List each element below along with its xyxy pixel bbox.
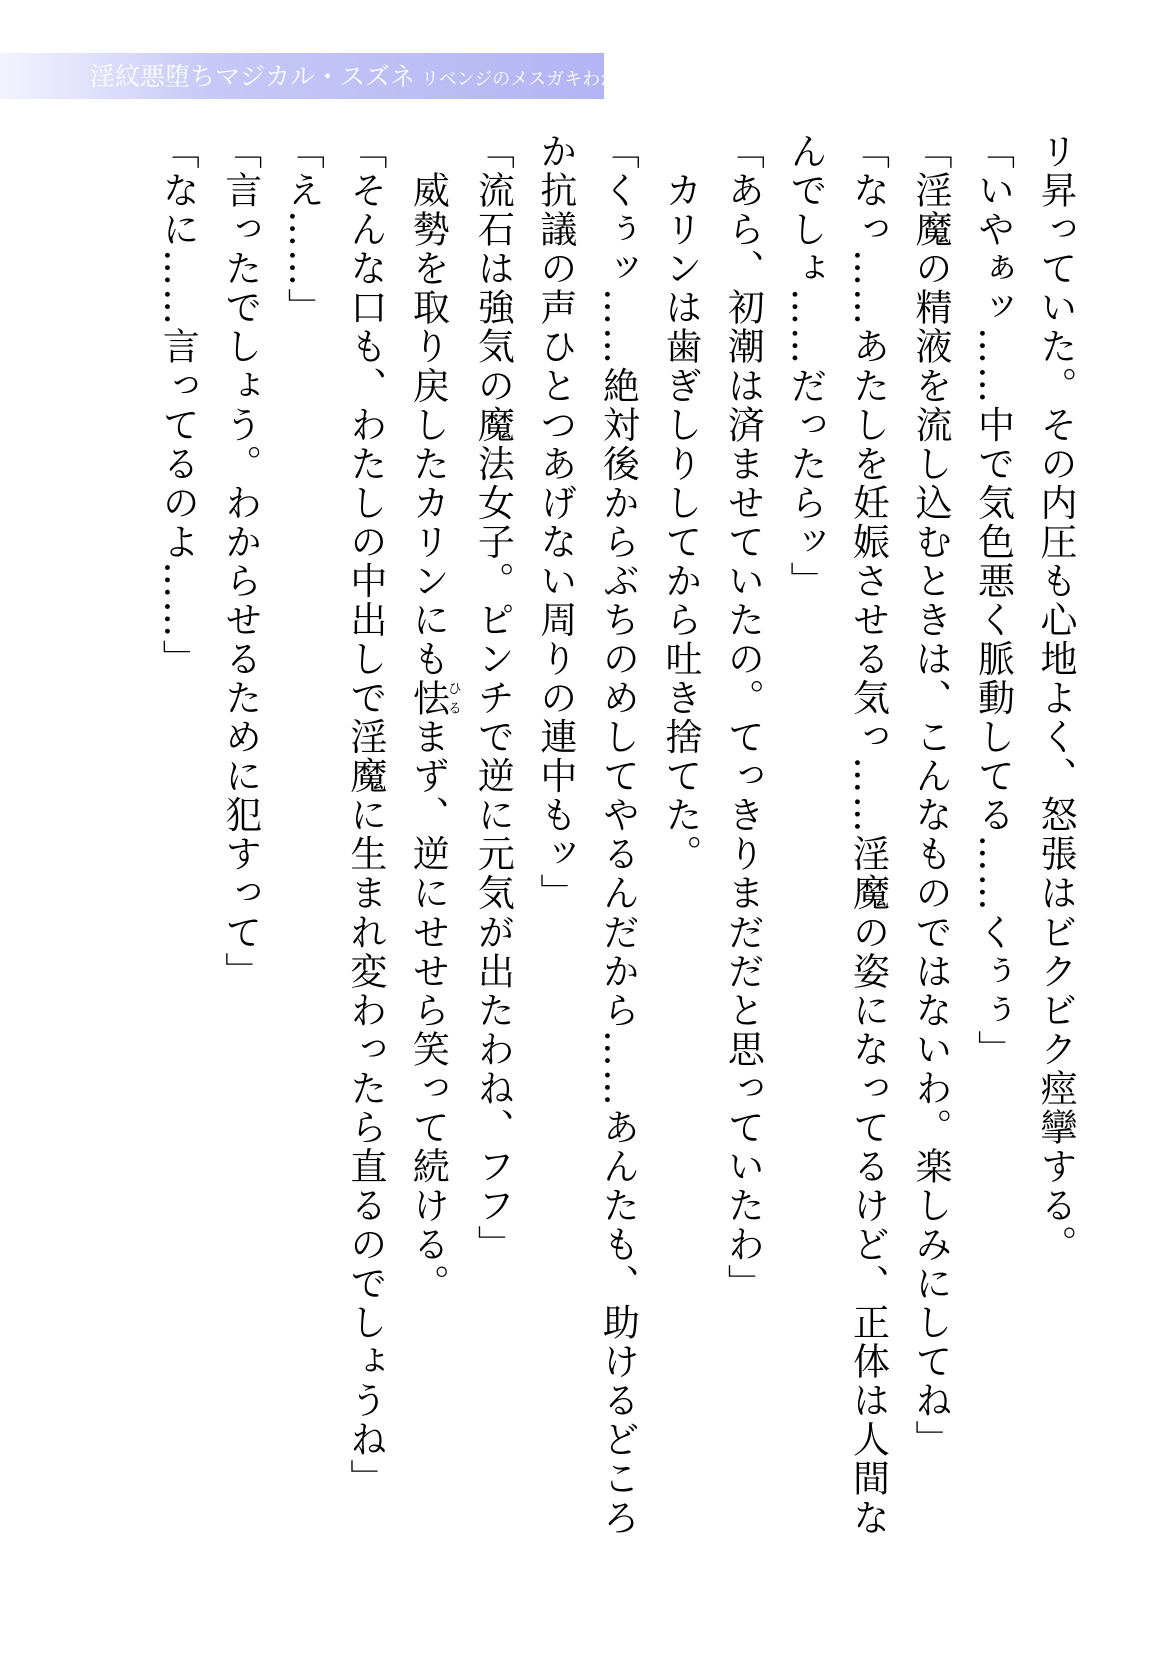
- ruby-line-after: まず、逆にせせら笑って続ける。: [406, 717, 450, 1304]
- text-line: 「くぅッ……絶対後からぶちのめしてやるんだから……あんたも、助けるどころ: [596, 132, 640, 1538]
- book-subtitle: リベンジのメスガキわからせ: [421, 69, 654, 90]
- text-line-with-ruby: [396, 132, 461, 1602]
- ruby-annotation: [406, 678, 462, 718]
- text-line: 「あら、初潮は済ませていたの。てっきりまだだと思っていたわ」: [721, 132, 765, 1304]
- book-title: 淫紋悪堕ちマジカル・スズネ: [90, 62, 416, 91]
- ruby-line-before: 威勢を取り戻したカリンにも: [406, 132, 450, 679]
- text-line: カリンは歯ぎしりしてから吐き捨てた。: [658, 132, 702, 874]
- text-line: 「なっ……あたしを妊娠させる気っ……淫魔の姿になってるけど、正体は人間な: [846, 132, 890, 1538]
- body-text: [86, 132, 1086, 1602]
- text-line: 「淫魔の精液を流し込むときは、こんなものではないわ。楽しみにしてね」: [908, 132, 952, 1460]
- text-line: 「え……」: [281, 132, 325, 328]
- text-line: 「言ったでしょう。わからせるために犯すって」: [218, 132, 262, 991]
- text-line: 「いやぁッ……中で気色悪く脈動してる……くぅぅ」: [971, 132, 1015, 1069]
- text-line: 「流石は強気の魔法女子。ピンチで逆に元気が出たわね、フフ」: [471, 132, 515, 1265]
- text-line: か抗議の声ひとつあげない周りの連中もッ」: [533, 132, 577, 913]
- text-line: 「なに……言ってるのよ……」: [156, 132, 200, 679]
- running-header: [90, 58, 654, 96]
- text-line: 「そんな口も、わたしの中出しで淫魔に生まれ変わったら直るのでしょうね」: [343, 132, 387, 1499]
- ruby-reading: ひる: [445, 678, 462, 718]
- text-line: んでしょ……だったらッ」: [783, 132, 827, 601]
- ruby-base: 怯: [406, 678, 450, 718]
- text-line: リ昇っていた。その内圧も心地よく、怒張はビクビク痙攣する。: [1034, 132, 1077, 1265]
